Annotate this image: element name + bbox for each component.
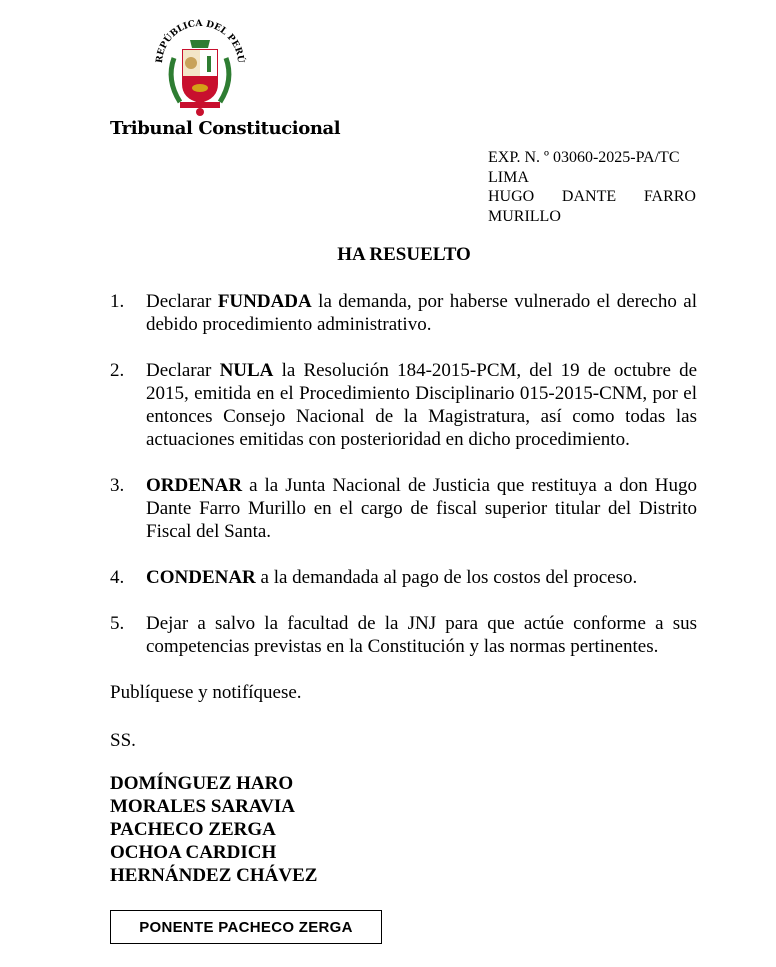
resolution-items — [110, 290, 697, 681]
resolution-item — [110, 474, 697, 543]
resolution-item — [110, 566, 697, 589]
item-number: 2. — [110, 360, 125, 381]
item-text: la demanda, por haberse vulnerado el derecho al debido procedimiento administrativo. — [146, 291, 697, 335]
item-text: la Resolución 184-2015-PCM, del 19 de octubre de 2015, emitida en el Procedimiento Disciplinario 015-2015-CNM, por el entonces Consejo Nacional de la Magistratura, así como todas las actuaciones emitidas con posterioridad en dicho procedimiento. — [146, 360, 698, 450]
institution-name: Tribunal Constitucional — [110, 118, 341, 139]
resolution-item — [110, 290, 697, 336]
ponente-box: PONENTE PACHECO ZERGA — [110, 910, 382, 944]
item-number: 5. — [110, 613, 125, 634]
magistrate-name: HERNÁNDEZ CHÁVEZ — [110, 865, 318, 886]
item-text: a la Junta Nacional de Justicia que restituya a don Hugo Dante Farro Murillo en el cargo de fiscal superior titular del Distrito Fiscal del Santa. — [146, 475, 697, 542]
item-text: Dejar a salvo la facultad de la JNJ para que actúe conforme a sus competencias previstas en la Constitución y las normas pertinentes. — [146, 613, 697, 657]
coat-of-arms-seal — [150, 18, 250, 118]
party-word: FARRO — [643, 188, 696, 205]
magistrate-name: DOMÍNGUEZ HARO — [110, 773, 294, 794]
item-keyword: CONDENAR — [146, 567, 256, 588]
document-header — [110, 18, 341, 143]
party-word: DANTE — [561, 188, 617, 205]
party-name-line1 — [488, 187, 696, 207]
expediente-number: EXP. N. º 03060-2025-PA/TC — [488, 149, 680, 166]
item-number: 3. — [110, 475, 125, 496]
party-word: HUGO — [488, 188, 535, 205]
closing-formula: Publíquese y notifíquese. — [110, 682, 302, 703]
item-number: 4. — [110, 567, 125, 588]
item-keyword: FUNDADA — [217, 291, 312, 312]
city: LIMA — [488, 168, 529, 186]
resolution-item — [110, 612, 697, 658]
ss-abbreviation: SS. — [110, 730, 136, 751]
item-keyword: NULA — [219, 360, 274, 381]
file-reference — [488, 148, 696, 226]
magistrates-list — [110, 772, 317, 887]
seal-text: REPÚBLICA DEL PERÚ — [154, 18, 246, 64]
item-text: Declarar — [146, 291, 218, 312]
item-text: a la demandada al pago de los costos del proceso. — [255, 567, 638, 588]
magistrate-name: PACHECO ZERGA — [110, 819, 276, 840]
item-number: 1. — [110, 291, 125, 312]
magistrate-name: OCHOA CARDICH — [110, 842, 277, 863]
magistrate-name: MORALES SARAVIA — [110, 796, 295, 817]
resolution-item — [110, 359, 697, 451]
item-keyword: ORDENAR — [146, 475, 243, 496]
item-text: Declarar — [146, 360, 220, 381]
party-name-line2: MURILLO — [488, 207, 561, 225]
resolution-title: HA RESUELTO — [337, 244, 471, 265]
